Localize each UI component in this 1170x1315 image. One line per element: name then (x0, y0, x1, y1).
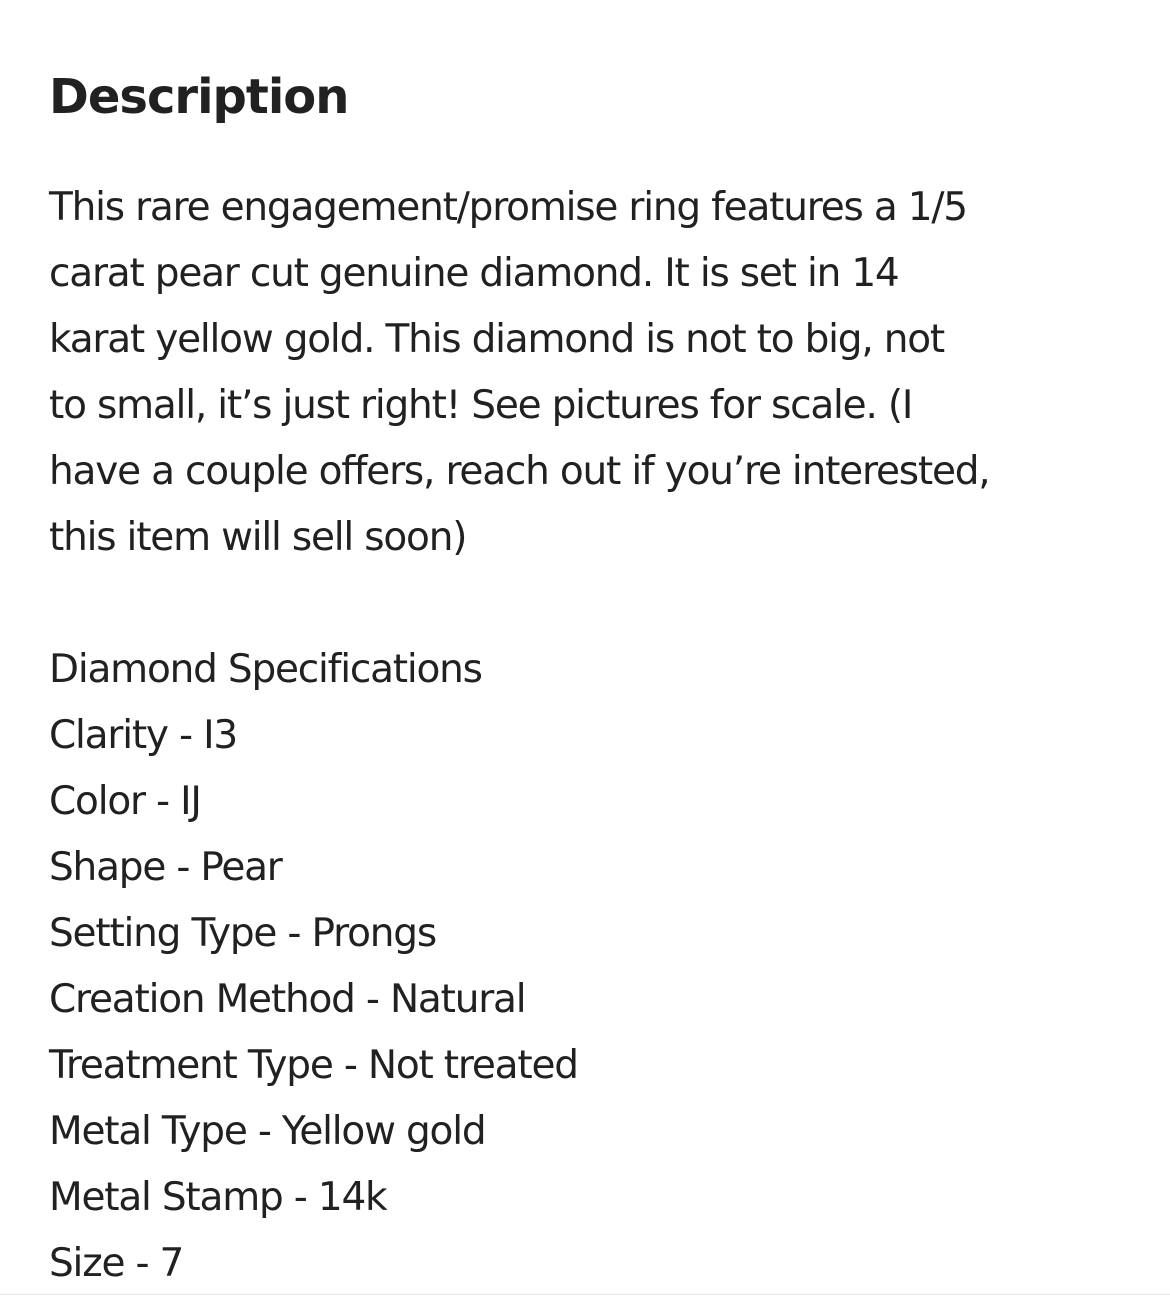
description-line: to small, it’s just right! See pictures for scale. (I (49, 383, 913, 428)
spec-color: Color - IJ (49, 779, 201, 824)
description-line: this item will sell soon) (49, 515, 467, 560)
spec-clarity: Clarity - I3 (49, 713, 237, 758)
specs-title: Diamond Specifications (49, 647, 482, 692)
spec-size: Size - 7 (49, 1241, 184, 1286)
spec-shape: Shape - Pear (49, 845, 282, 890)
description-line: karat yellow gold. This diamond is not to big, not (49, 317, 945, 362)
bottom-divider (0, 1294, 1170, 1295)
spec-treatment-type: Treatment Type - Not treated (49, 1043, 578, 1088)
paragraph-gap (49, 571, 1139, 637)
spec-creation-method: Creation Method - Natural (49, 977, 526, 1022)
spec-metal-type: Metal Type - Yellow gold (49, 1109, 486, 1154)
description-heading: Description (49, 69, 349, 125)
spec-metal-stamp: Metal Stamp - 14k (49, 1175, 387, 1220)
description-line: This rare engagement/promise ring features a 1/5 (49, 185, 967, 230)
description-line: have a couple offers, reach out if you’re interested, (49, 449, 990, 494)
description-line: carat pear cut genuine diamond. It is set in 14 (49, 251, 899, 296)
spec-setting-type: Setting Type - Prongs (49, 911, 436, 956)
description-body (49, 175, 1139, 1297)
